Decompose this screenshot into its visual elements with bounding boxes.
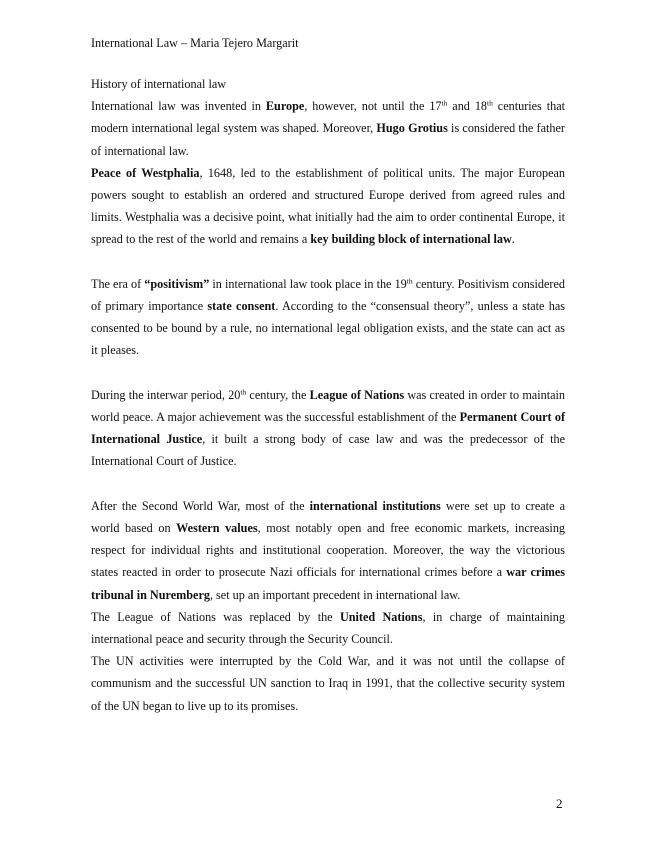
text-run: During the interwar period, 20 xyxy=(91,387,241,402)
paragraph-post-war xyxy=(91,495,565,606)
paragraph-interwar xyxy=(91,384,565,473)
document-body xyxy=(91,73,565,717)
running-header: International Law – Maria Tejero Margarit xyxy=(91,36,299,50)
text-run: The UN activities were interrupted by the Cold War, and it was not until the collapse of communism and the successful UN sanction to Iraq in 1991, that the collective security system of the UN began to live up to its promises. xyxy=(91,654,565,713)
text-run: . According to the “consensual theory”, unless a state has consented to be bound by a rule, no international legal obligation exists, and the state can act as it pleases. xyxy=(91,299,565,358)
text-run: The era of xyxy=(91,276,145,291)
text-run: is considered the father of international law. xyxy=(91,121,565,158)
bold-term: Europe xyxy=(265,99,305,114)
paragraph-gap xyxy=(91,362,565,384)
text-run: were set up to create a world based on xyxy=(91,498,565,535)
superscript: th xyxy=(406,276,413,286)
text-run: , most notably open and free economic markets, increasing respect for individual rights and institutional cooperation. Moreover, the way the victorious states reacted in order to prosecute Nazi officials for international crimes before a xyxy=(91,521,566,580)
paragraph-positivism xyxy=(91,273,565,362)
page-number: 2 xyxy=(556,796,563,811)
text-run: centuries that modern international legal system was shaped. Moreover, xyxy=(91,99,566,136)
bold-term: Peace of Westphalia xyxy=(91,165,200,180)
bold-term: Permanent Court of International Justice xyxy=(91,410,566,447)
bold-term: League of Nations xyxy=(309,387,405,402)
text-run: was created in order to maintain world peace. A major achievement was the successful establishment of the xyxy=(91,387,565,424)
text-run: in international law took place in the 19 xyxy=(209,276,407,291)
bold-term: United Nations xyxy=(339,609,423,624)
bold-term: state consent xyxy=(207,299,276,313)
paragraph-westphalia xyxy=(91,162,565,251)
section-title: History of international law xyxy=(91,77,227,91)
paragraph-united-nations xyxy=(91,606,565,650)
text-run: , 1648, led to the establishment of political units. The major European powers sought to establish an ordered and structured Europe derived from agreed rules and limits. Westphalia was a decisive point, what initially had the aim to order continental Europe, it spread to the rest of the world and remains a xyxy=(91,165,565,247)
paragraph-gap xyxy=(91,251,565,273)
bold-term: key building block of international law xyxy=(310,232,512,247)
text-run: century. Positivism considered of primary importance xyxy=(91,276,565,313)
superscript: th xyxy=(240,387,247,397)
text-run: , however, not until the 17 xyxy=(304,99,442,114)
bold-term: Western values xyxy=(176,521,258,535)
text-run: International law was invented in xyxy=(91,99,266,114)
text-run: , in charge of maintaining international peace and security through the Security Council. xyxy=(91,609,565,647)
bold-term: international institutions xyxy=(309,498,441,513)
text-run: , set up an important precedent in international law. xyxy=(209,587,461,602)
superscript: th xyxy=(487,98,493,108)
paragraph-europe-origins xyxy=(91,95,565,162)
text-run: and 18 xyxy=(447,99,488,114)
text-run: After the Second World War, most of the xyxy=(91,498,310,513)
text-run: The League of Nations was replaced by the xyxy=(91,609,340,624)
bold-term: Hugo Grotius xyxy=(376,121,448,136)
text-run: . xyxy=(511,232,515,247)
text-run: century, the xyxy=(246,387,310,402)
superscript: th xyxy=(441,98,448,108)
text-run: , it built a strong body of case law and was the predecessor of the International Court of Justice. xyxy=(91,432,565,469)
paragraph-cold-war xyxy=(91,650,565,717)
paragraph-gap xyxy=(91,473,565,495)
bold-term: “positivism” xyxy=(144,276,210,291)
bold-term: war crimes tribunal in Nuremberg xyxy=(91,565,566,602)
